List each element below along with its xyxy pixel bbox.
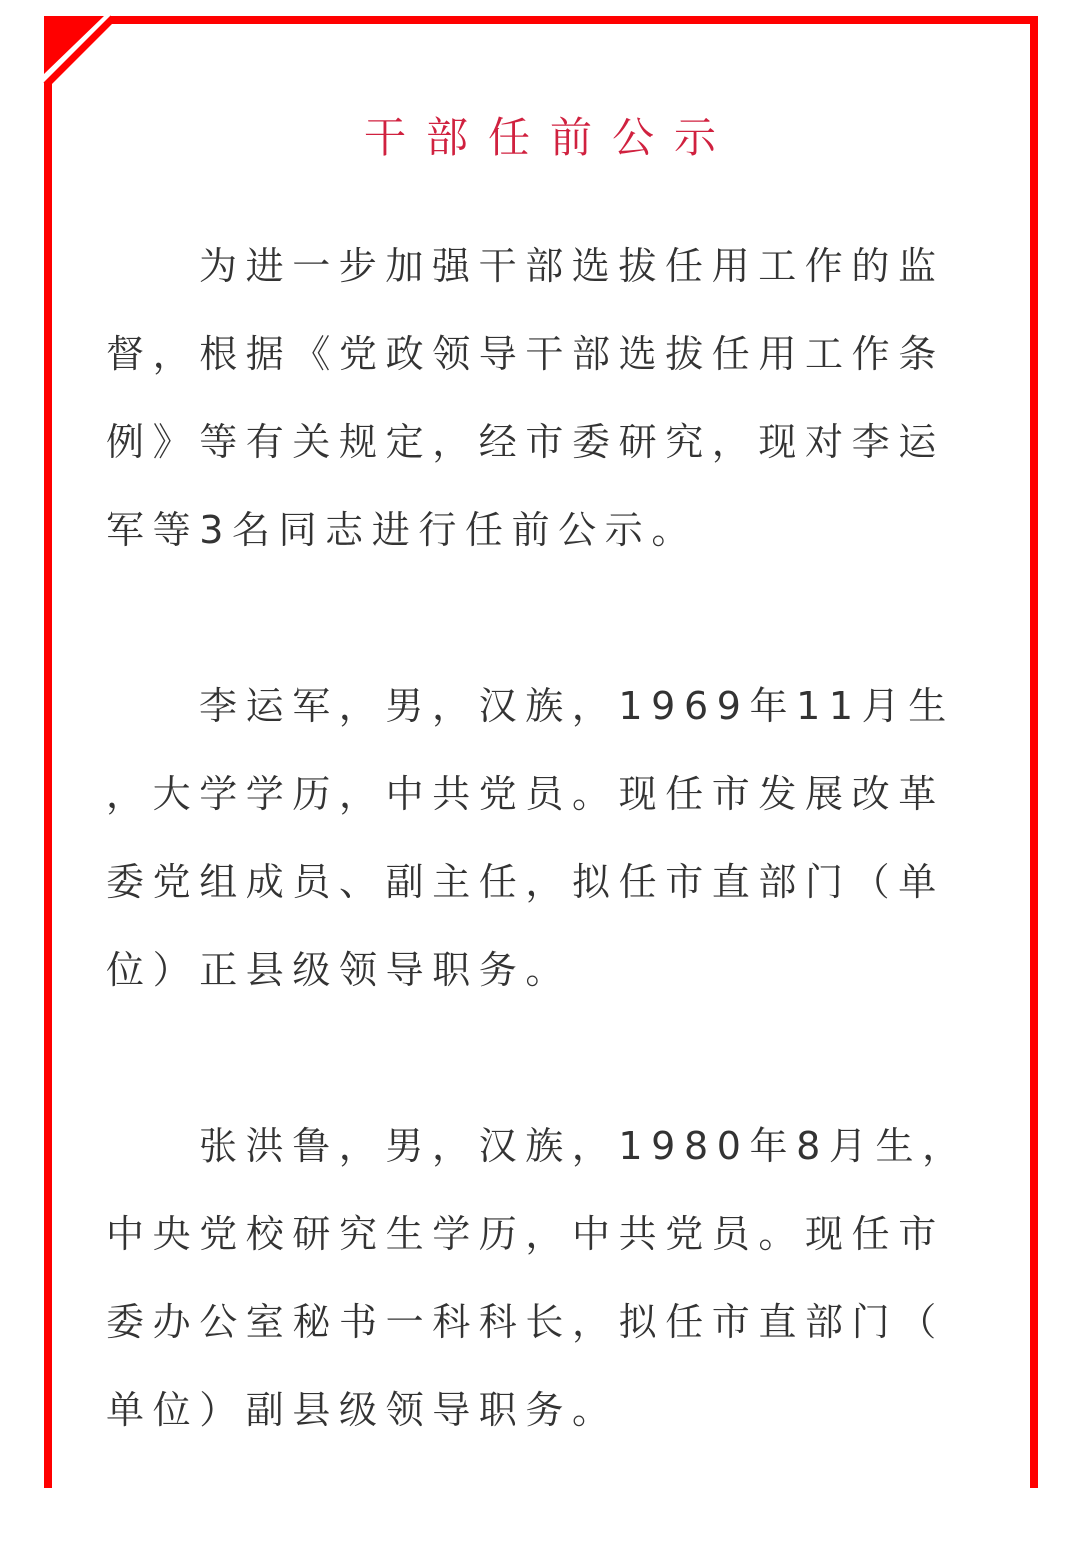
text-line: 单位）副县级领导职务。 xyxy=(106,1388,619,1432)
frame-right-border xyxy=(1030,16,1038,1488)
text-line: ，大学学历，中共党员。现任市发展改革 xyxy=(106,772,945,816)
text-line: 军等3名同志进行任前公示。 xyxy=(106,508,698,552)
text-line: 李运军，男，汉族，1969年11月生 xyxy=(199,684,955,728)
document-body xyxy=(106,222,976,1542)
text-line: 督，根据《党政领导干部选拔任用工作条 xyxy=(106,332,945,376)
text-line: 中央党校研究生学历，中共党员。现任市 xyxy=(106,1212,945,1256)
text-line: 例》等有关规定，经市委研究，现对李运 xyxy=(106,420,945,464)
text-line: 位）正县级领导职务。 xyxy=(106,948,573,992)
candidate-paragraph-2 xyxy=(106,1102,976,1454)
text-line: 委办公室秘书一科科长，拟任市直部门（ xyxy=(106,1300,945,1344)
frame-left-border xyxy=(44,83,52,1488)
text-line: 为进一步加强干部选拔任用工作的监 xyxy=(199,244,945,288)
page-title: 干部任前公示 xyxy=(363,113,736,163)
corner-triangle-icon xyxy=(44,16,104,74)
text-line: 张洪鲁，男，汉族，1980年8月生， xyxy=(199,1124,969,1168)
frame-top-border xyxy=(111,16,1038,24)
intro-paragraph xyxy=(106,222,976,574)
candidate-paragraph-1 xyxy=(106,662,976,1014)
text-line: 委党组成员、副主任，拟任市直部门（单 xyxy=(106,860,945,904)
